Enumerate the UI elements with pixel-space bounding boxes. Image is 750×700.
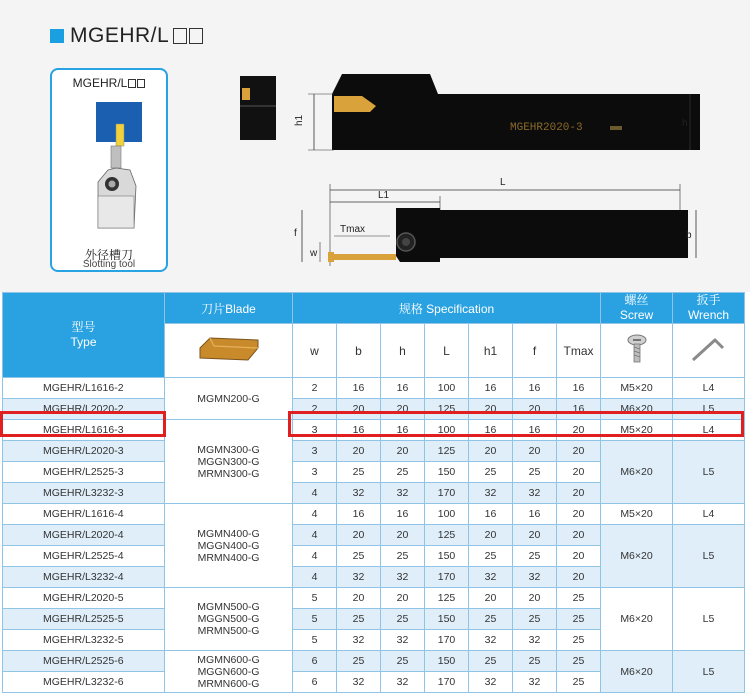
slotting-tool-illustration (64, 96, 156, 236)
col-type-header (3, 293, 165, 378)
type-cell: MGEHR/L2525-4 (3, 546, 165, 567)
table-row: MGEHR/L3232-3 4 32 32 170 32 32 20 (3, 483, 745, 504)
dim-b: b (686, 230, 692, 241)
screw-cell: M6×20 (601, 588, 673, 651)
table-row: MGEHR/L2020-4 4 20 20 125 20 20 20 M6×20 L5 (3, 525, 745, 546)
screw-icon (625, 333, 649, 365)
wrench-cell: L5 (673, 399, 745, 420)
type-cell: MGEHR/L2020-3 (3, 441, 165, 462)
col-screw-header (601, 293, 673, 324)
blade-cell: MGMN200-G (165, 378, 293, 420)
tool-holder-drawing (230, 66, 710, 276)
type-cell: MGEHR/L1616-2 (3, 378, 165, 399)
wrench-cell: L4 (673, 504, 745, 525)
engraving-text: MGEHR2020-3 (510, 122, 583, 134)
table-row: MGEHR/L2525-6 MGMN600-G MGGN600-G MRMN600-G 6 25 25 150 25 25 25 M6×20 L5 (3, 651, 745, 672)
highlight-type-box (0, 411, 166, 437)
table-row: MGEHR/L2020-2 2 20 20 125 20 20 16 M6×20 L5 (3, 399, 745, 420)
blade-cell: MGMN600-G MGGN600-G MRMN600-G (165, 651, 293, 693)
highlight-spec-box (288, 411, 744, 437)
dim-h1: h1 (294, 114, 305, 126)
table-row: MGEHR/L2525-5 5 25 25 150 25 25 25 (3, 609, 745, 630)
table-row: MGEHR/L3232-4 4 32 32 170 32 32 20 (3, 567, 745, 588)
wrench-cell: L5 (673, 651, 745, 693)
spec-table (2, 292, 745, 693)
col-h1: h1 (469, 324, 513, 378)
table-row: MGEHR/L2525-3 3 25 25 150 25 25 20 (3, 462, 745, 483)
wrench-cell: L4 (673, 420, 745, 441)
wrench-cn: 扳手 (696, 293, 721, 307)
end-view-block (240, 76, 276, 140)
dim-L: L (500, 177, 506, 188)
dim-w: w (310, 248, 318, 259)
table-row: MGEHR/L1616-2 MGMN200-G 2 16 16 100 16 16 16 M5×20 L4 (3, 378, 745, 399)
wrench-cell: L4 (673, 378, 745, 399)
col-h: h (381, 324, 425, 378)
top-holder-body (332, 74, 700, 150)
col-spec-header: 规格 Specification (293, 293, 601, 324)
type-cell: MGEHR/L2525-5 (3, 609, 165, 630)
table-row: MGEHR/L2020-3 3 20 20 125 20 20 20 M6×20 L5 (3, 441, 745, 462)
table-row: MGEHR/L1616-3 MGMN300-G MGGN300-G MRMN300-G 3 16 16 100 16 16 20 M5×20 L4 (3, 420, 745, 441)
screw-cell: M6×20 (601, 399, 673, 420)
wrench-icon (689, 334, 729, 364)
type-cell: MGEHR/L1616-4 (3, 504, 165, 525)
col-blade-header: 刀片Blade (165, 293, 293, 324)
table-row: MGEHR/L2020-5 MGMN500-G MGGN500-G MRMN500-G 5 20 20 125 20 20 25 M6×20 L5 (3, 588, 745, 609)
dim-h: h (682, 118, 688, 129)
col-L: L (425, 324, 469, 378)
slotting-tool-card (50, 68, 168, 272)
title-text: MGEHR/L (70, 24, 170, 47)
type-cell: MGEHR/L2020-5 (3, 588, 165, 609)
blade-cell: MGMN300-G MGGN300-G MRMN300-G (165, 420, 293, 504)
inset-label-en: Slotting tool (82, 259, 136, 270)
wrench-cell: L5 (673, 525, 745, 588)
screw-cell: M6×20 (601, 651, 673, 693)
col-f: f (513, 324, 557, 378)
wrench-image (673, 324, 745, 378)
end-view-insert (242, 88, 250, 100)
inset-title: MGEHR/L (52, 76, 166, 90)
col-w: w (293, 324, 337, 378)
type-cell: MGEHR/L3232-4 (3, 567, 165, 588)
blade-insert-icon (196, 334, 262, 364)
table-row: MGEHR/L2525-4 4 25 25 150 25 25 20 (3, 546, 745, 567)
table-row: MGEHR/L3232-6 6 32 32 170 32 32 25 (3, 672, 745, 693)
screw-cell: M5×20 (601, 420, 673, 441)
wrench-cell: L5 (673, 588, 745, 651)
screw-cell: M6×20 (601, 525, 673, 588)
dim-Tmax: Tmax (340, 224, 365, 235)
bottom-holder-body (440, 210, 688, 258)
wrench-en: Wrench (687, 308, 730, 322)
type-cell: MGEHR/L2020-2 (3, 399, 165, 420)
title-square-icon (50, 29, 64, 43)
dim-f: f (294, 228, 297, 239)
blade-cell: MGMN400-G MGGN400-G MRMN400-G (165, 504, 293, 588)
inset-label-cn: 外径槽刀 (84, 248, 133, 262)
col-b: b (337, 324, 381, 378)
title-placeholder-boxes (173, 28, 203, 44)
dim-L1: L1 (378, 190, 390, 201)
screw-cell: M5×20 (601, 378, 673, 399)
table-row: MGEHR/L1616-4 MGMN400-G MGGN400-G MRMN400-G 4 16 16 100 16 16 20 M5×20 L4 (3, 504, 745, 525)
table-row: MGEHR/L3232-5 5 32 32 170 32 32 25 (3, 630, 745, 651)
screw-cell: M6×20 (601, 441, 673, 504)
screw-cell: M5×20 (601, 504, 673, 525)
screw-cn: 螺丝 (624, 293, 649, 307)
type-cell: MGEHR/L1616-3 (3, 420, 165, 441)
type-cell: MGEHR/L3232-5 (3, 630, 165, 651)
type-cell: MGEHR/L2525-6 (3, 651, 165, 672)
type-cell: MGEHR/L3232-3 (3, 483, 165, 504)
type-en: Type (70, 335, 97, 349)
blade-cell: MGMN500-G MGGN500-G MRMN500-G (165, 588, 293, 651)
type-cn: 型号 (71, 320, 96, 334)
type-cell: MGEHR/L2525-3 (3, 462, 165, 483)
type-cell: MGEHR/L3232-6 (3, 672, 165, 693)
blade-image (165, 324, 293, 378)
page-title (50, 24, 203, 48)
bottom-holder-insert (332, 254, 396, 260)
col-wrench-header (673, 293, 745, 324)
screw-en: Screw (619, 308, 654, 322)
type-cell: MGEHR/L2020-4 (3, 525, 165, 546)
col-Tmax: Tmax (557, 324, 601, 378)
wrench-cell: L5 (673, 441, 745, 504)
screw-image (601, 324, 673, 378)
